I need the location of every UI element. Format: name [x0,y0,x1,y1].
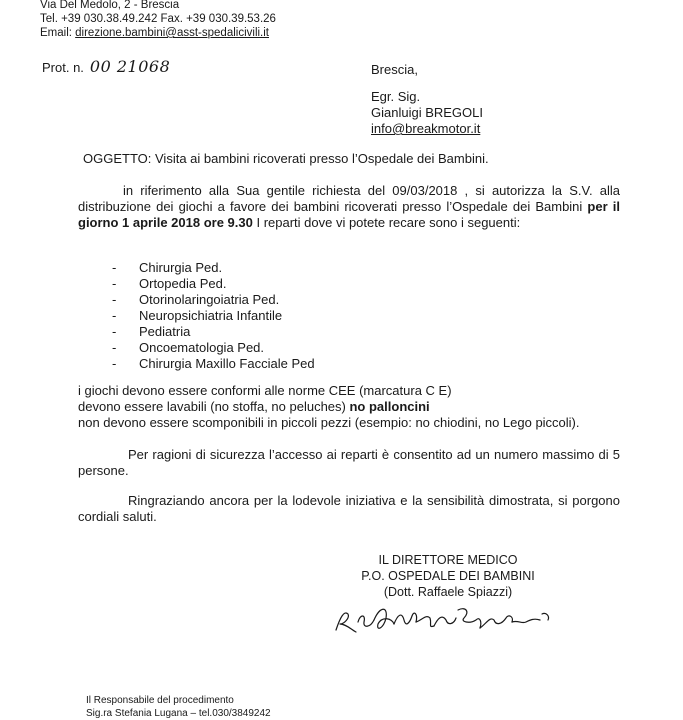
ward-name: Ortopedia Ped. [139,276,227,291]
intro-lead: in riferimento alla Sua gentile richiesta del 09/03/2018 , si autorizza la S.V. alla distribuzione dei giochi a favore dei bambini ricoverati presso l’Ospedale dei Bambini [78,183,620,214]
rule-washable [78,399,620,415]
rule-washable-text: devono essere lavabili (no stoffa, no peluches) [78,399,350,414]
footer-contact: Sig.ra Stefania Lugana – tel.030/3849242 [86,708,271,719]
ward-name: Oncoematologia Ped. [139,340,265,355]
header-email-link[interactable]: direzione.bambini@asst-spedalicivili.it [75,27,269,39]
list-bullet: - [112,340,117,355]
rule-no-balloons: no palloncini [349,399,430,414]
intro-tail: I reparti dove vi potete recare sono i seguenti: [252,215,521,230]
header-email-line [40,26,269,40]
ward-name: Chirurgia Ped. [139,260,223,275]
ward-name: Pediatria [139,324,191,339]
recipient-name: Gianluigi BREGOLI [371,105,483,120]
list-bullet: - [112,356,117,371]
ward-name: Chirurgia Maxillo Facciale Ped [139,356,315,371]
list-bullet: - [112,324,117,339]
list-bullet: - [112,276,117,291]
list-bullet: - [112,292,117,307]
signatory-block [320,552,576,600]
rule-small-parts: non devono essere scomponibili in piccoli pezzi (esempio: no chiodini, no Lego piccoli). [78,415,580,430]
handwritten-signature [330,600,560,640]
signatory-name: (Dott. Raffaele Spiazzi) [383,585,513,599]
list-bullet: - [112,260,117,275]
signatory-title: IL DIRETTORE MEDICO [378,553,518,567]
header-phone-fax: Tel. +39 030.38.49.242 Fax. +39 030.39.53.26 [40,13,276,25]
closing-paragraph: Ringraziando ancora per la lodevole iniziativa e la sensibilità dimostrata, si porgono cordiali saluti. [78,493,620,524]
protocol [42,57,170,76]
footer-responsible: Il Responsabile del procedimento [86,695,234,706]
protocol-label: Prot. n. [42,60,84,75]
recipient-salutation: Egr. Sig. [371,89,421,104]
rule-ce: i giochi devono essere conformi alle norme CEE (marcatura C E) [78,383,452,398]
ward-name: Neuropsichiatria Infantile [139,308,283,323]
intro-date-time: per il giorno 1 aprile 2018 ore 9.30 [78,199,620,230]
header-email-label: Email: [40,27,76,39]
protocol-number: 00 21068 [89,57,171,76]
ward-name: Otorinolaringoiatria Ped. [139,292,280,307]
safety-paragraph: Per ragioni di sicurezza l’accesso ai reparti è consentito ad un numero massimo di 5 persone. [78,447,620,478]
header-address: Via Del Medolo, 2 - Brescia [40,0,180,11]
intro-paragraph [78,183,620,231]
list-bullet: - [112,308,117,323]
place-date: Brescia, [371,62,418,77]
recipient-email[interactable]: info@breakmotor.it [371,121,481,136]
subject: OGGETTO: Visita ai bambini ricoverati presso l’Ospedale dei Bambini. [83,151,489,166]
signatory-unit: P.O. OSPEDALE DEI BAMBINI [361,569,535,583]
